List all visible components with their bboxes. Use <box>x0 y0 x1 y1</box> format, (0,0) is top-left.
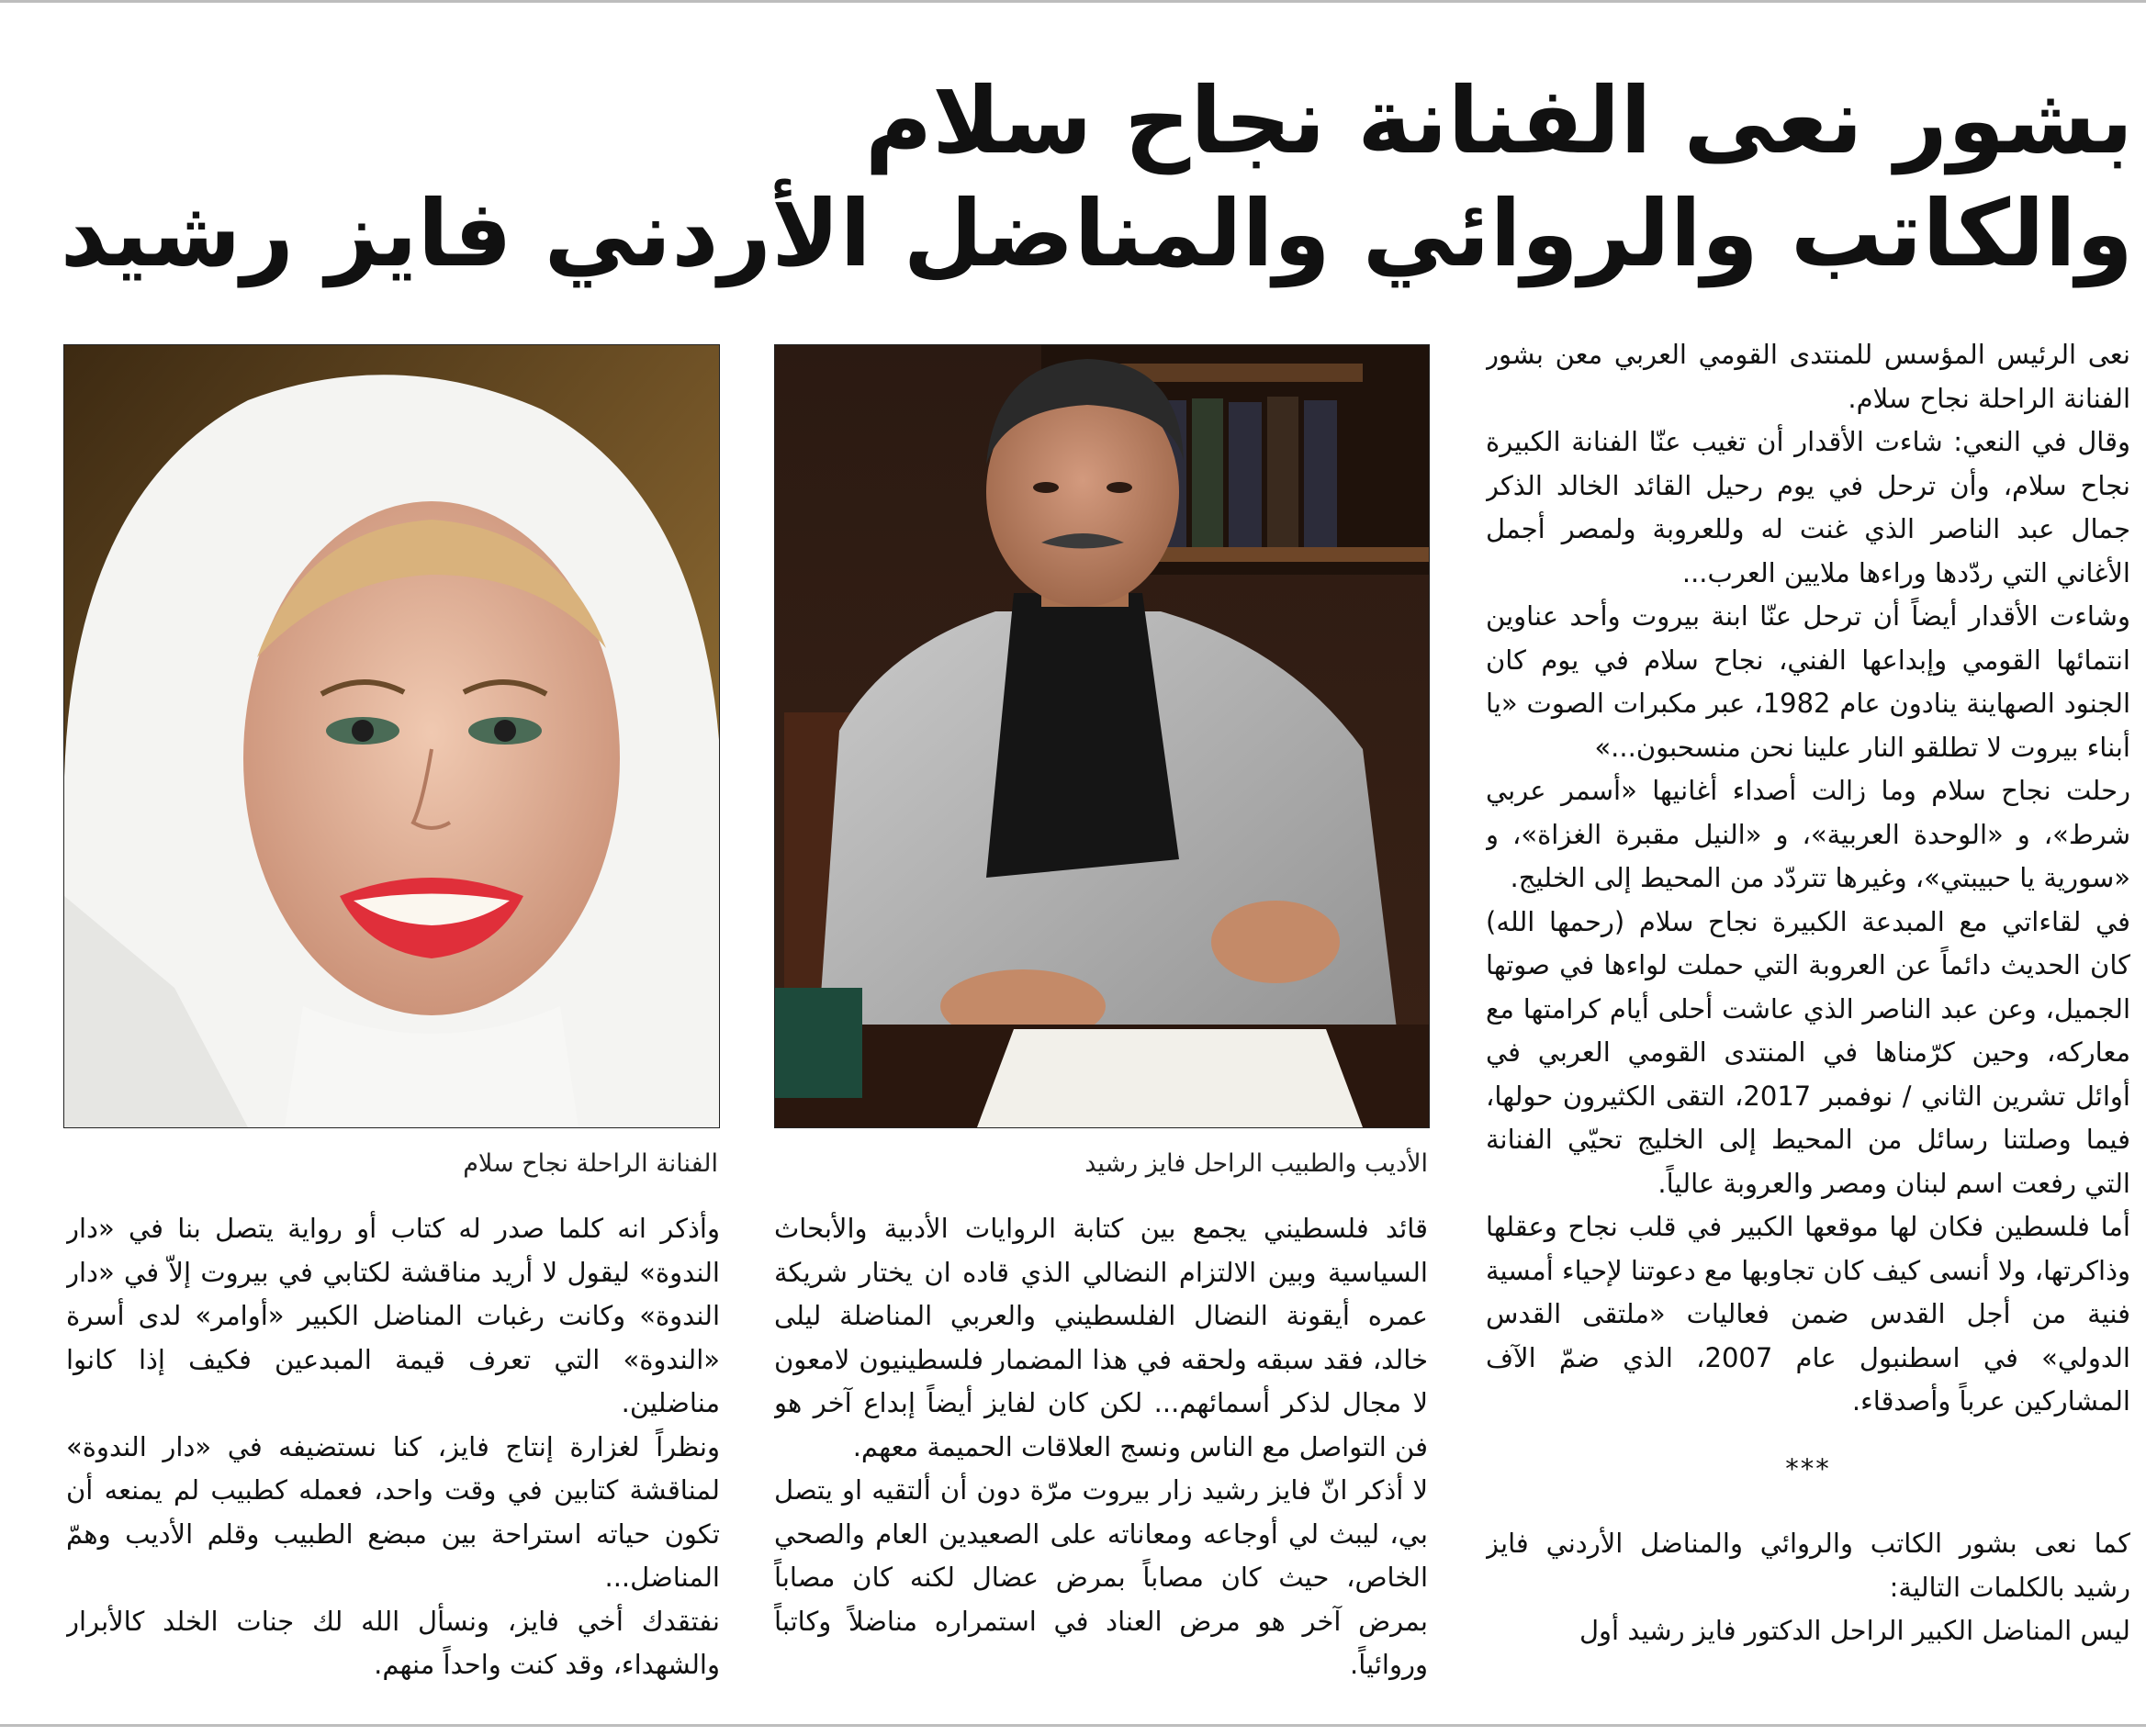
paragraph: نفتقدك أخي فايز، ونسأل الله لك جنات الخلد كالأبرار والشهداء، وقد كنت واحداً منهم. <box>66 1605 720 1680</box>
photo-fayez-rashid <box>774 344 1430 1128</box>
headline-line-2: والكاتب والروائي والمناضل الأردني فايز رشيد <box>60 180 2133 287</box>
photo-caption-najah: الفنانة الراحلة نجاح سلام <box>463 1149 718 1178</box>
section-separator: *** <box>1785 1452 1831 1484</box>
photo-caption-fayez: الأديب والطبيب الراحل فايز رشيد <box>1084 1149 1428 1178</box>
top-rule <box>0 0 2146 3</box>
paragraph: وقال في النعي: شاءت الأقدار أن تغيب عنّا الفنانة الكبيرة نجاح سلام، وأن ترحل في يوم رحيل القائد الخالد الذكر جمال عبد الناصر الذي غنت له وللعروبة ولمصر أجمل الأغاني التي ردّدها وراءها ملايين العرب... <box>1486 426 2130 588</box>
paragraph: نعى الرئيس المؤسس للمنتدى القومي العربي معن بشور الفنانة الراحلة نجاح سلام. <box>1486 339 2130 414</box>
paragraph: لا أذكر انّ فايز رشيد زار بيروت مرّة دون أن ألتقيه او يتصل بي، ليبث لي أوجاعه ومعاناته على الصعيدين العام والصحي الخاص، حيث كان مصاباً بمرض عضال لكنه كان مصاباً بمرض آخر هو مرض العناد في استمراره مناضلاً وكاتباً وروائياً. <box>774 1474 1428 1680</box>
paragraph: ونظراً لغزارة إنتاج فايز، كنا نستضيفه في «دار الندوة» لمناقشة كتابين في وقت واحد، فعمله كطبيب لم يمنعه أن تكون حياته استراحة بين مبضع الطبيب وقلم الأديب وهمّ المناضل... <box>66 1430 720 1593</box>
paragraph: وشاءت الأقدار أيضاً أن ترحل عنّا ابنة بيروت وأحد عناوين انتمائها القومي وإبداعها الفني، نجاح سلام في يوم كان الجنود الصهاينة ينادون عام 1982، عبر مكبرات الصوت «يا أبناء بيروت لا تطلقو النار علينا نحن منسحبون...» <box>1486 600 2130 763</box>
paragraph: كما نعى بشور الكاتب والروائي والمناضل الأردني فايز رشيد بالكلمات التالية: <box>1486 1528 2130 1603</box>
portrait-man-icon <box>775 345 1429 1127</box>
paragraph: رحلت نجاح سلام وما زالت أصداء أغانيها «أسمر عربي شرط»، و «الوحدة العربية»، و «النيل مقبرة الغزاة»، و «سورية يا حبيبتي»، وغيرها تتردّد من المحيط إلى الخليج. <box>1486 775 2130 893</box>
article-column-right <box>1486 333 2130 1710</box>
portrait-woman-icon <box>64 345 719 1127</box>
paragraph: أما فلسطين فكان لها موقعها الكبير في قلب نجاح وعقلها وذاكرتها، ولا أنسى كيف كان تجاوبها مع دعوتنا لإحياء أمسية فنية من أجل القدس ضمن فعاليات «ملتقى القدس الدولي» في اسطنبول عام 2007، الذي ضمّ الآف المشاركين عرباً وأصدقاء. <box>1486 1211 2130 1417</box>
photo-najah-salam <box>63 344 720 1128</box>
bottom-rule <box>0 1724 2146 1727</box>
paragraph: قائد فلسطيني يجمع بين كتابة الروايات الأدبية والأبحاث السياسية وبين الالتزام النضالي الذي قاده ان يختار شريكة عمره أيقونة النضال الفلسطيني والعربي المناضلة ليلى خالد، فقد سبقه ولحقه في هذا المضمار فلسطينيون لامعون لا مجال لذكر أسمائهم... لكن كان لفايز أيضاً إبداع آخر هو فن التواصل مع الناس ونسج العلاقات الحميمة معهم. <box>774 1213 1428 1462</box>
headline-line-1: بشور نعى الفنانة نجاح سلام <box>864 67 2133 174</box>
article-column-middle <box>774 1207 1428 1703</box>
paragraph: في لقاءاتي مع المبدعة الكبيرة نجاح سلام (رحمها الله) كان الحديث دائماً عن العروبة التي حملت لواءها في صوتها الجميل، وعن عبد الناصر الذي عاشت أحلى أيام كرامتها مع معاركه، وحين كرّمناها في المنتدى القومي العربي في أوائل تشرين الثاني / نوفمبر 2017، التقى الكثيرون حولها، فيما وصلتنا رسائل من المحيط إلى الخليج تحيّي الفنانة التي رفعت اسم لبنان ومصر والعروبة عالياً. <box>1486 905 2130 1199</box>
paragraph: وأذكر انه كلما صدر له كتاب أو رواية يتصل بنا في «دار الندوة» ليقول لا أريد مناقشة لكتابي في بيروت إلاّ في «دار الندوة» وكانت رغبات المناضل الكبير «أوامر» لدى أسرة «الندوة» التي تعرف قيمة المبدعين فكيف إذا كانوا مناضلين. <box>66 1213 720 1418</box>
paragraph: ليس المناضل الكبير الراحل الدكتور فايز رشيد أول <box>1579 1615 2130 1646</box>
article-column-left <box>66 1207 720 1703</box>
